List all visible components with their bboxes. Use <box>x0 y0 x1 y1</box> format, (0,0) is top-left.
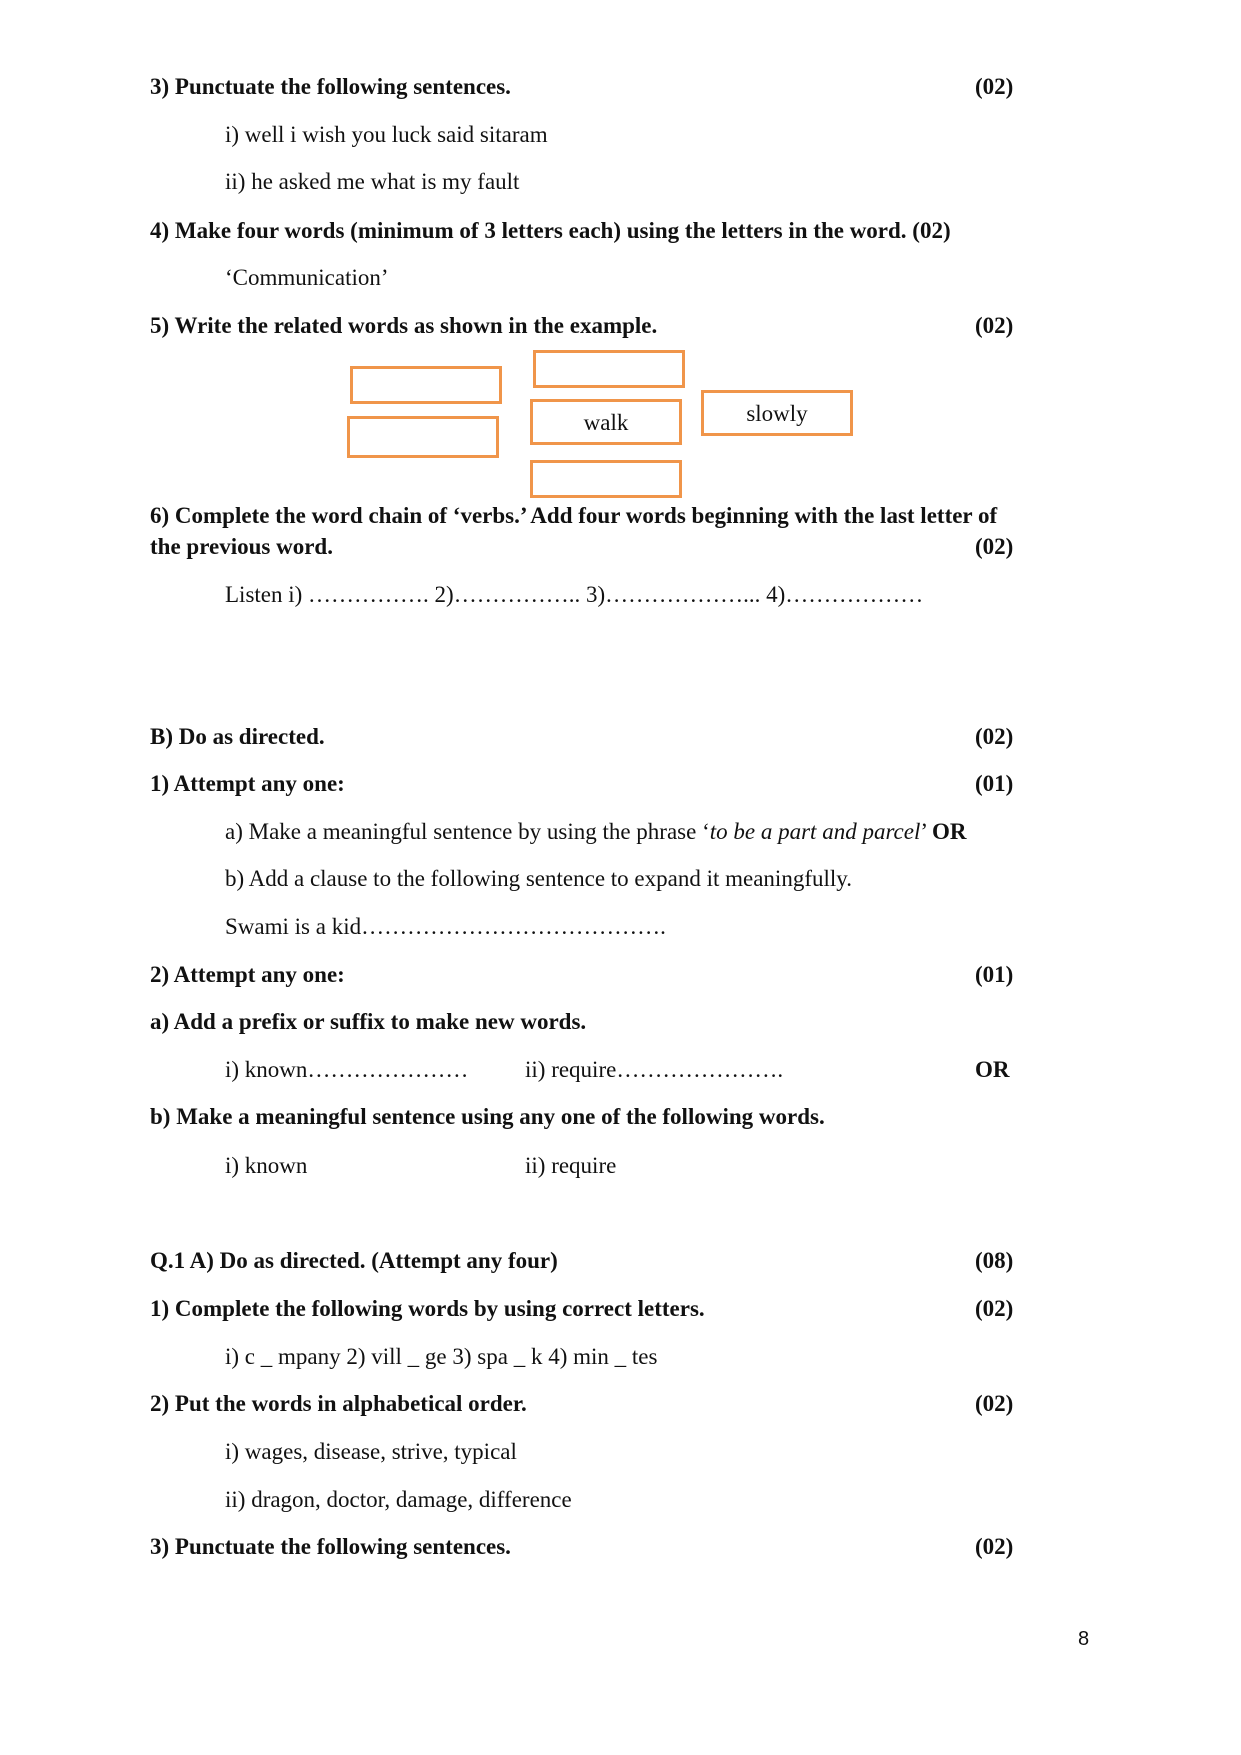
q1A-title: Q.1 A) Do as directed. (Attempt any four) <box>150 1248 558 1273</box>
q5-marks: (02) <box>975 313 1014 338</box>
secB-q1-a <box>225 818 967 846</box>
page-number: 8 <box>1078 1628 1090 1650</box>
q1A-p1-text: i) c _ mpany 2) vill _ ge 3) spa _ k 4) min _ tes <box>225 1344 658 1369</box>
secB-q2-a-ii: ii) require…………………. <box>525 1057 784 1082</box>
q1A-p2-marks: (02) <box>975 1391 1014 1416</box>
secB-q1-marks: (01) <box>975 771 1014 796</box>
secB-q1-b-sentence: Swami is a kid…………………………………. <box>225 914 666 939</box>
q1A-p1-marks: (02) <box>975 1296 1014 1321</box>
secB-q1-or: OR <box>932 819 967 844</box>
secB-q2-or: OR <box>975 1057 1010 1082</box>
secB-q2-b-i: i) known <box>225 1153 308 1178</box>
q1A-p3-marks: (02) <box>975 1534 1014 1559</box>
secB-q2-a-i: i) known………………… <box>225 1057 469 1082</box>
q3-item-2: ii) he asked me what is my fault <box>225 169 520 194</box>
word-box-empty-2 <box>347 416 499 458</box>
secB-title: B) Do as directed. <box>150 724 325 749</box>
q4-word: ‘Communication’ <box>225 265 389 290</box>
q6-title-line1: 6) Complete the word chain of ‘verbs.’ Add four words beginning with the last letter of <box>150 503 998 528</box>
word-box-center: walk <box>530 399 682 445</box>
secB-q1-a-phrase: to be a part and parcel <box>709 819 921 844</box>
q6-title-line2: the previous word. <box>150 534 333 559</box>
word-box-empty-3 <box>533 350 685 388</box>
secB-marks: (02) <box>975 724 1014 749</box>
q1A-p2-title: 2) Put the words in alphabetical order. <box>150 1391 527 1416</box>
q3-marks: (02) <box>975 74 1014 99</box>
secB-q1-a-pre: a) Make a meaningful sentence by using the phrase ‘ <box>225 819 710 844</box>
q6-marks: (02) <box>975 534 1014 559</box>
q1A-marks: (08) <box>975 1248 1014 1273</box>
q6-chain: Listen i) ……………. 2)…………….. 3)………………... 4)……………… <box>225 582 924 607</box>
q3-item-1: i) well i wish you luck said sitaram <box>225 122 548 147</box>
secB-q2-a-title: a) Add a prefix or suffix to make new words. <box>150 1009 587 1034</box>
secB-q2-title: 2) Attempt any one: <box>150 962 345 987</box>
secB-q2-marks: (01) <box>975 962 1014 987</box>
q1A-p2-ii: ii) dragon, doctor, damage, difference <box>225 1487 572 1512</box>
secB-q2-b-ii: ii) require <box>525 1153 617 1178</box>
word-box-empty-1 <box>350 366 502 404</box>
q1A-p1-title: 1) Complete the following words by using correct letters. <box>150 1296 705 1321</box>
q1A-p2-i: i) wages, disease, strive, typical <box>225 1439 517 1464</box>
secB-q1-a-post: ’ <box>920 819 927 844</box>
q1A-p3-title: 3) Punctuate the following sentences. <box>150 1534 511 1559</box>
secB-q1-b: b) Add a clause to the following sentence to expand it meaningfully. <box>225 866 853 891</box>
secB-q2-b-title: b) Make a meaningful sentence using any one of the following words. <box>150 1104 825 1129</box>
q5-title: 5) Write the related words as shown in the example. <box>150 313 658 338</box>
word-box-empty-4 <box>530 460 682 498</box>
q4-title: 4) Make four words (minimum of 3 letters each) using the letters in the word. (02) <box>150 218 951 243</box>
q3-title: 3) Punctuate the following sentences. <box>150 74 511 99</box>
word-box-example: slowly <box>701 390 853 436</box>
secB-q1-title: 1) Attempt any one: <box>150 771 345 796</box>
